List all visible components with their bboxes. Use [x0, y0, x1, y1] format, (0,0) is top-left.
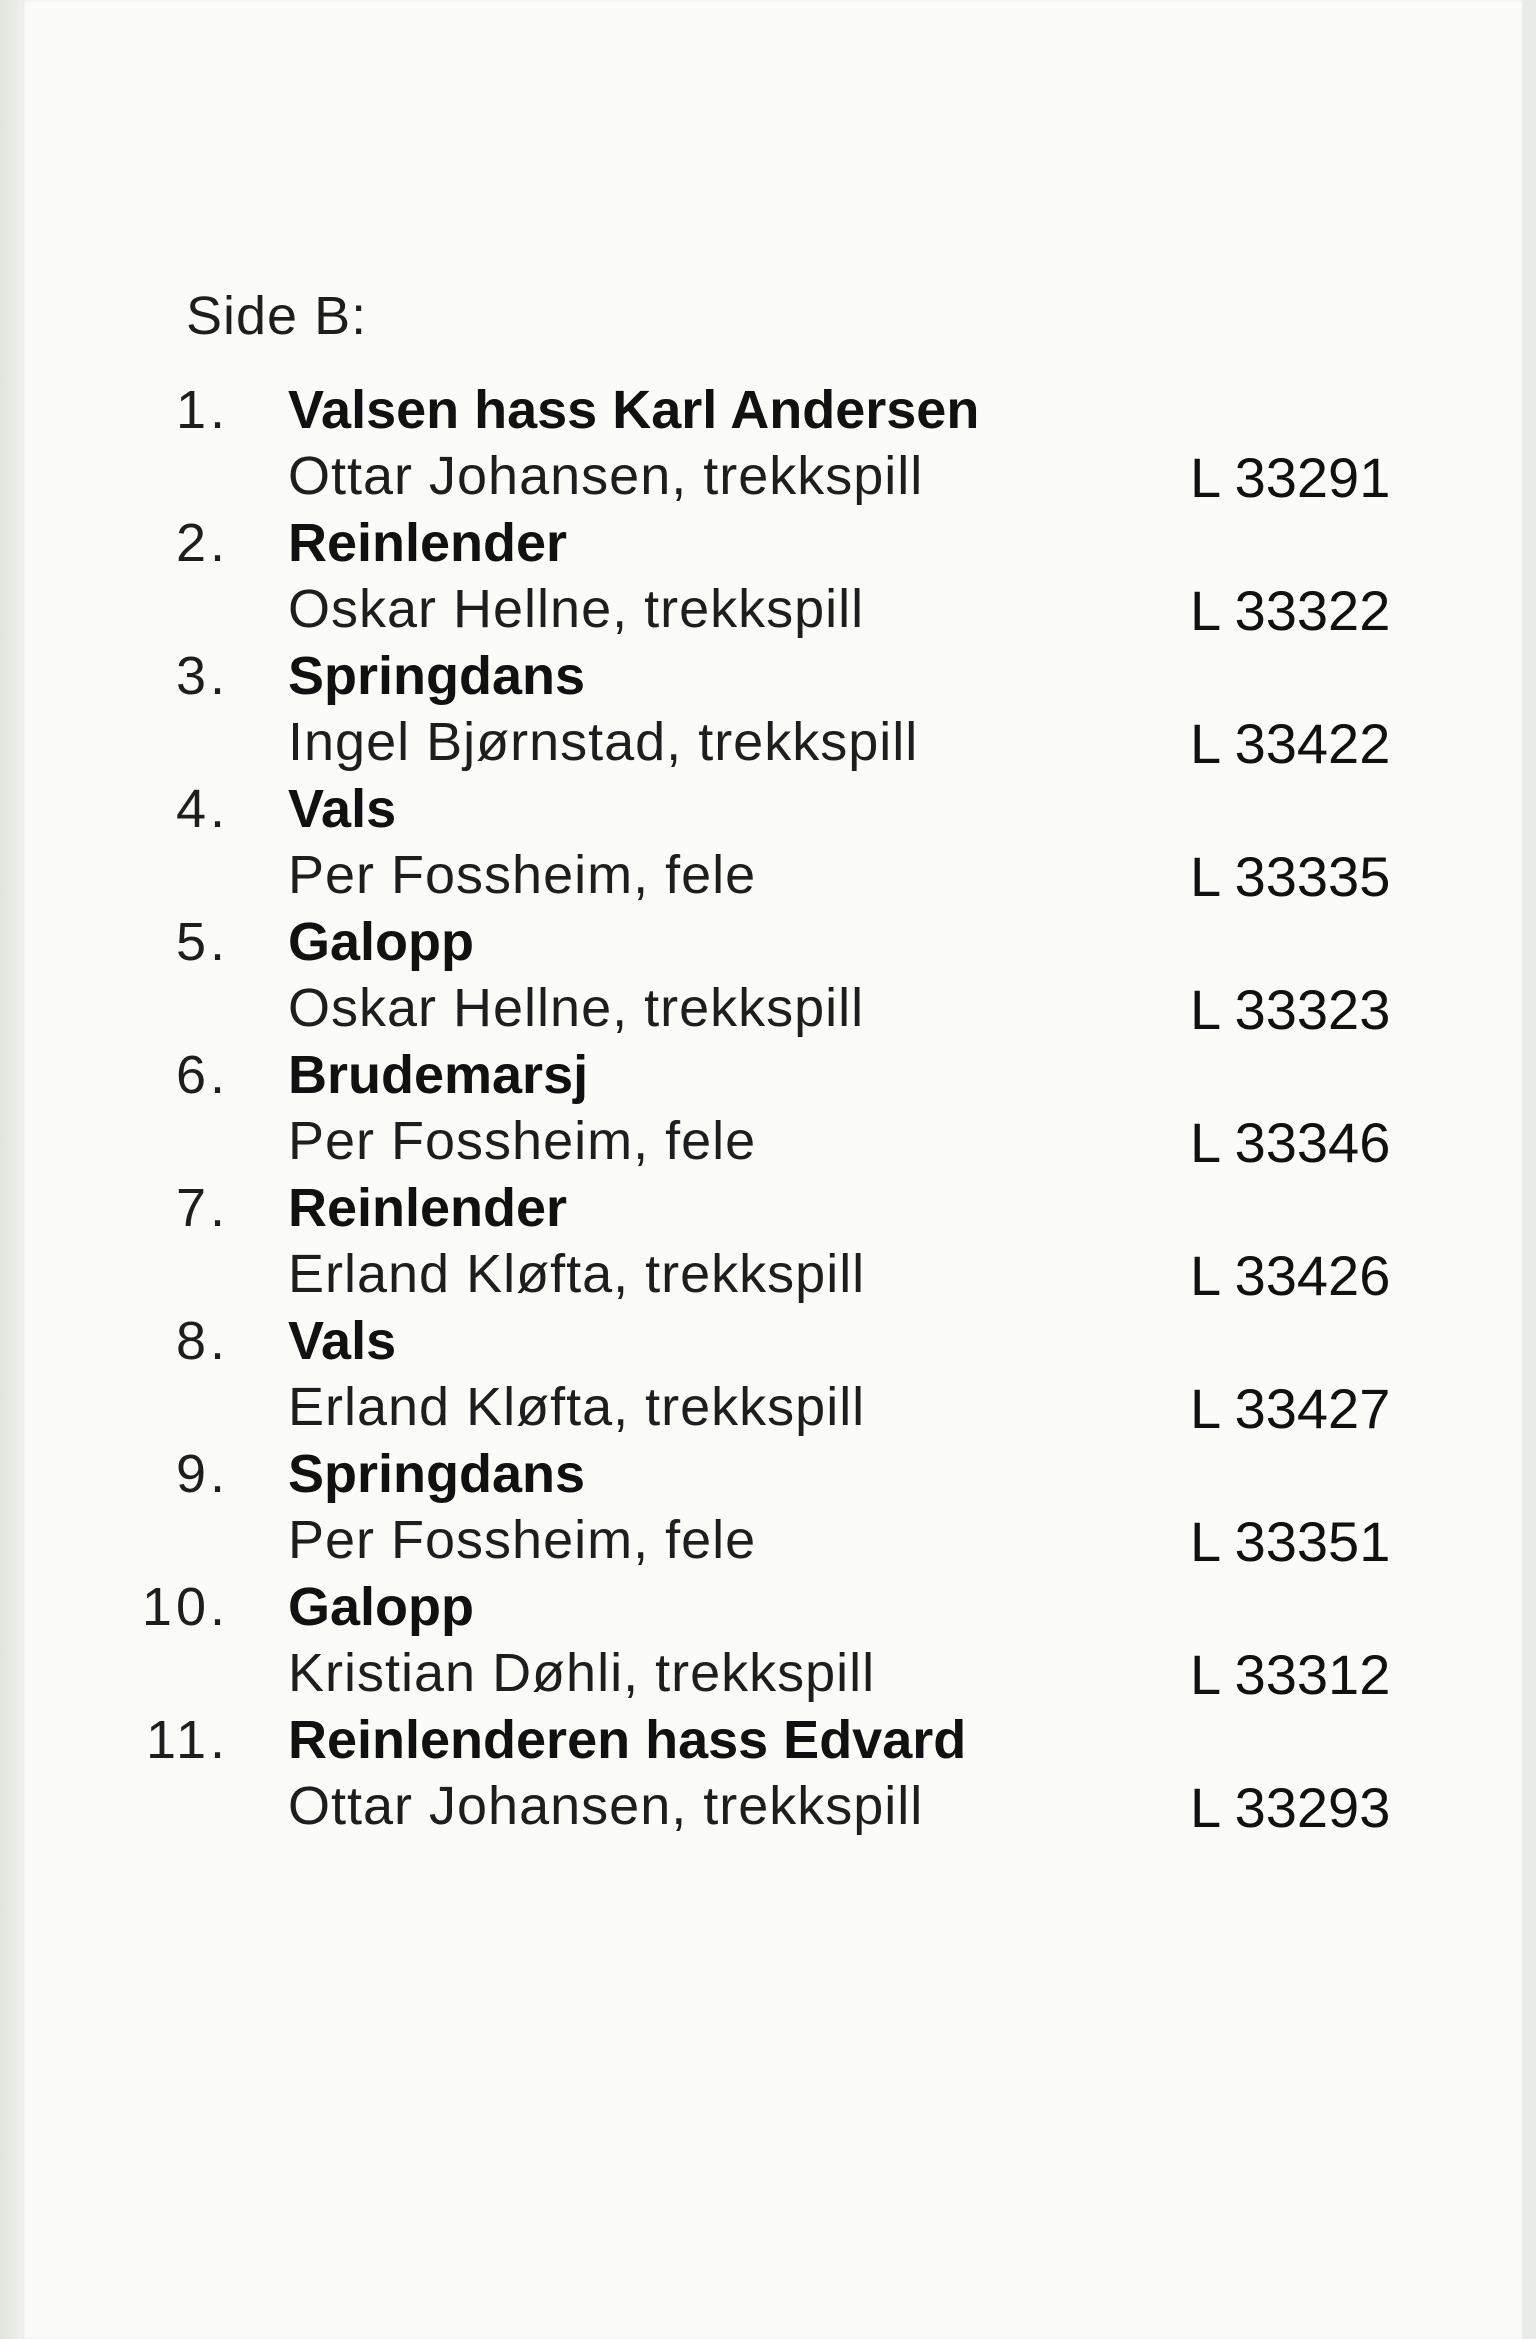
- track-number: 3.: [175, 646, 229, 706]
- track-number: 1.: [175, 380, 229, 440]
- track-row: [0, 779, 1536, 912]
- track-title: Valsen hass Karl Andersen: [288, 380, 980, 440]
- track-number: 7.: [175, 1178, 229, 1238]
- track-row: [0, 1045, 1536, 1178]
- track-catalog-number: L 33351: [1190, 1510, 1391, 1573]
- track-title: Springdans: [288, 1444, 586, 1504]
- track-catalog-number: L 33426: [1190, 1244, 1391, 1307]
- track-catalog-number: L 33427: [1190, 1377, 1391, 1440]
- track-row: [0, 646, 1536, 779]
- track-number: 8.: [175, 1311, 229, 1371]
- track-number: 11.: [145, 1710, 229, 1770]
- side-label: Side B:: [186, 286, 368, 346]
- track-number: 5.: [175, 912, 229, 972]
- track-number: 4.: [175, 779, 229, 839]
- track-performer: Per Fossheim, fele: [288, 1111, 757, 1171]
- track-list: [0, 380, 1536, 1843]
- track-row: [0, 380, 1536, 513]
- track-title: Reinlender: [288, 513, 568, 573]
- track-catalog-number: L 33323: [1190, 978, 1391, 1041]
- track-catalog-number: L 33346: [1190, 1111, 1391, 1174]
- track-catalog-number: L 33293: [1190, 1776, 1391, 1839]
- track-number: 6.: [175, 1045, 229, 1105]
- track-performer: Ottar Johansen, trekkspill: [288, 446, 924, 506]
- track-catalog-number: L 33335: [1190, 845, 1391, 908]
- track-number: 9.: [175, 1444, 229, 1504]
- track-performer: Erland Kløfta, trekkspill: [288, 1377, 866, 1437]
- track-number: 2.: [175, 513, 229, 573]
- track-catalog-number: L 33291: [1190, 446, 1391, 509]
- track-row: [0, 912, 1536, 1045]
- track-title: Vals: [288, 1311, 397, 1371]
- track-title: Reinlenderen hass Edvard: [288, 1710, 967, 1770]
- track-title: Brudemarsj: [288, 1045, 589, 1105]
- track-number: 10.: [141, 1577, 229, 1637]
- track-title: Springdans: [288, 646, 586, 706]
- track-performer: Oskar Hellne, trekkspill: [288, 579, 865, 639]
- track-title: Vals: [288, 779, 397, 839]
- track-performer: Per Fossheim, fele: [288, 845, 757, 905]
- track-row: [0, 1444, 1536, 1577]
- track-performer: Per Fossheim, fele: [288, 1510, 757, 1570]
- track-catalog-number: L 33322: [1190, 579, 1391, 642]
- track-title: Reinlender: [288, 1178, 568, 1238]
- track-row: [0, 1311, 1536, 1444]
- track-performer: Ottar Johansen, trekkspill: [288, 1776, 924, 1836]
- track-row: [0, 1577, 1536, 1710]
- track-title: Galopp: [288, 1577, 474, 1637]
- track-catalog-number: L 33312: [1190, 1643, 1391, 1706]
- track-title: Galopp: [288, 912, 474, 972]
- track-row: [0, 1710, 1536, 1843]
- track-catalog-number: L 33422: [1190, 712, 1391, 775]
- track-performer: Oskar Hellne, trekkspill: [288, 978, 865, 1038]
- track-row: [0, 513, 1536, 646]
- track-row: [0, 1178, 1536, 1311]
- track-performer: Erland Kløfta, trekkspill: [288, 1244, 866, 1304]
- track-performer: Ingel Bjørnstad, trekkspill: [288, 712, 919, 772]
- track-performer: Kristian Døhli, trekkspill: [288, 1643, 876, 1703]
